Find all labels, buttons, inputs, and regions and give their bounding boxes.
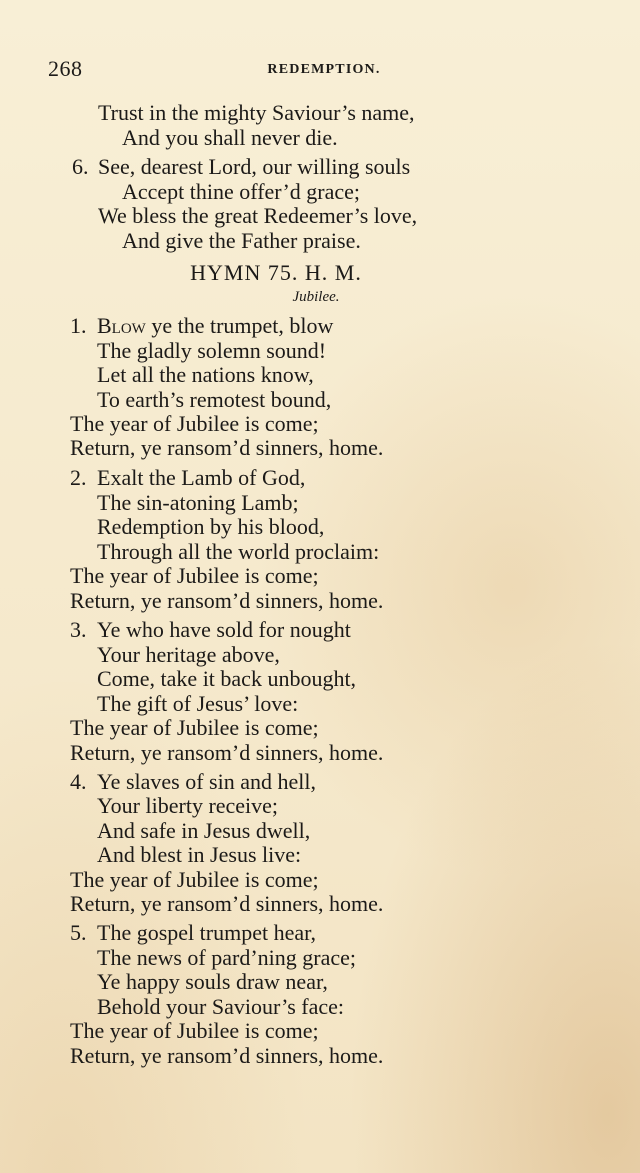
verse-line: Return, ye ransom’d sinners, home. bbox=[70, 435, 384, 460]
verse-line: And safe in Jesus dwell, bbox=[97, 818, 311, 843]
verse-line: See, dearest Lord, our willing souls bbox=[98, 154, 411, 179]
verse-line: Ye happy souls draw near, bbox=[97, 969, 328, 994]
verse-number: 6. bbox=[72, 154, 89, 179]
verse-line: Return, ye ransom’d sinners, home. bbox=[70, 891, 384, 916]
verse-line: We bless the great Redeemer’s love, bbox=[98, 203, 418, 228]
verse-line: And blest in Jesus live: bbox=[97, 842, 302, 867]
verse-line: Through all the world proclaim: bbox=[97, 539, 380, 564]
verse-number: 4. bbox=[70, 769, 87, 794]
dropcap-word: Blow bbox=[97, 313, 146, 338]
first-line-rest: ye the trumpet, blow bbox=[145, 313, 334, 338]
verse-line: The year of Jubilee is come; bbox=[70, 411, 319, 436]
verse-line: And give the Father praise. bbox=[122, 228, 361, 253]
verse-line: Your heritage above, bbox=[97, 642, 280, 667]
verse-number: 1. bbox=[70, 313, 87, 338]
verse-line: The sin-atoning Lamb; bbox=[97, 490, 299, 515]
hymn-tune: Jubilee. bbox=[292, 289, 340, 305]
verse-line: Behold your Saviour’s face: bbox=[97, 994, 345, 1019]
verse-first-line bbox=[97, 314, 333, 338]
verse-first-line: Ye slaves of sin and hell, bbox=[97, 769, 316, 794]
verse-line: Come, take it back unbought, bbox=[97, 666, 357, 691]
verse-line: The year of Jubilee is come; bbox=[70, 715, 319, 740]
verse-line: Let all the nations know, bbox=[97, 362, 314, 387]
running-head: REDEMPTION. bbox=[267, 62, 381, 77]
prev-line-1: Trust in the mighty Saviour’s name, bbox=[98, 100, 415, 125]
page-number: 268 bbox=[48, 56, 83, 81]
verse-line: The gladly solemn sound! bbox=[97, 338, 327, 363]
verse-line: Accept thine offer’d grace; bbox=[122, 179, 361, 204]
verse-line: The year of Jubilee is come; bbox=[70, 1018, 319, 1043]
verse-line: To earth’s remotest bound, bbox=[97, 387, 332, 412]
verse-first-line: The gospel trumpet hear, bbox=[97, 920, 317, 945]
verse-line: Your liberty receive; bbox=[97, 793, 279, 818]
verse-line: The year of Jubilee is come; bbox=[70, 867, 319, 892]
verse-line: Return, ye ransom’d sinners, home. bbox=[70, 588, 384, 613]
hymn-title: HYMN 75. H. M. bbox=[190, 260, 362, 285]
verse-number: 5. bbox=[70, 920, 87, 945]
verse-line: Return, ye ransom’d sinners, home. bbox=[70, 740, 384, 765]
verse-line: The news of pard’ning grace; bbox=[97, 945, 357, 970]
verse-line: The gift of Jesus’ love: bbox=[97, 691, 299, 716]
verse-first-line: Exalt the Lamb of God, bbox=[97, 465, 306, 490]
prev-line-2: And you shall never die. bbox=[122, 125, 338, 150]
verse-line: The year of Jubilee is come; bbox=[70, 563, 319, 588]
verse-line: Return, ye ransom’d sinners, home. bbox=[70, 1043, 384, 1068]
verse-number: 2. bbox=[70, 465, 87, 490]
verse-line: Redemption by his blood, bbox=[97, 514, 325, 539]
verse-number: 3. bbox=[70, 617, 87, 642]
page-header bbox=[48, 56, 588, 86]
verse-first-line: Ye who have sold for nought bbox=[97, 617, 351, 642]
